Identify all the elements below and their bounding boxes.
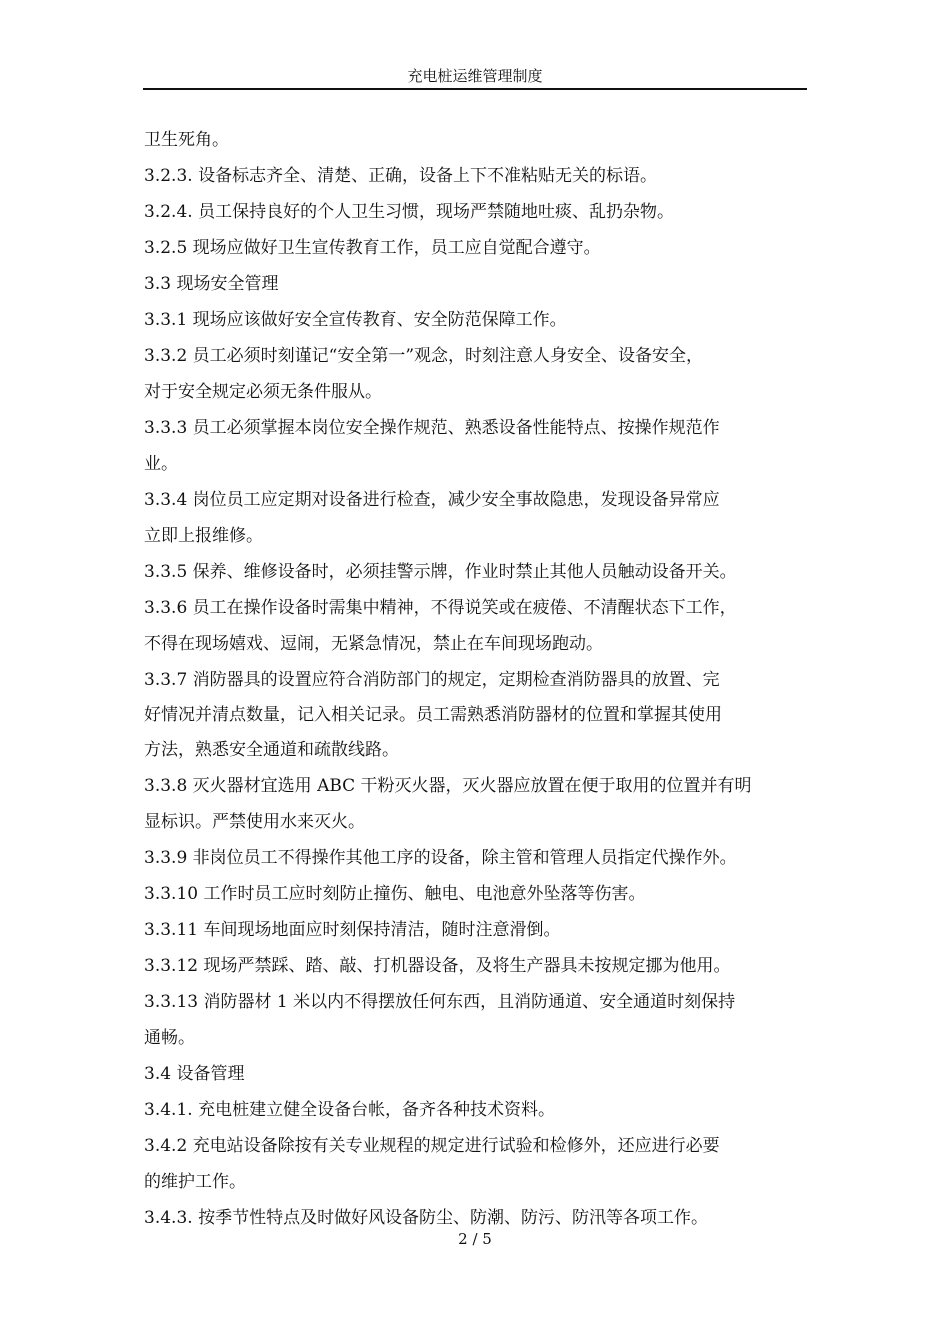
text-line: 卫生死角。 <box>144 130 229 150</box>
text-line: 通畅。 <box>144 1028 195 1048</box>
text-line: 3.3.10 工作时员工应时刻防止撞伤、触电、电池意外坠落等伤害。 <box>144 884 646 904</box>
text-line: 的维护工作。 <box>144 1172 246 1192</box>
section-heading: 3.3 现场安全管理 <box>144 274 279 294</box>
text-line: 好情况并清点数量，记入相关记录。员工需熟悉消防器材的位置和掌握其使用 <box>144 705 722 725</box>
document-body <box>144 122 816 1236</box>
text-line: 3.3.11 车间现场地面应时刻保持清洁，随时注意滑倒。 <box>144 920 561 940</box>
text-line: 显标识。严禁使用水来灭火。 <box>144 812 365 832</box>
header-divider <box>143 88 807 90</box>
text-line: 3.2.3. 设备标志齐全、清楚、正确，设备上下不准粘贴无关的标语。 <box>144 166 658 186</box>
text-line: 3.3.7 消防器具的设置应符合消防部门的规定，定期检查消防器具的放置、完 <box>144 670 720 690</box>
text-line: 立即上报维修。 <box>144 526 263 546</box>
text-line: 3.4.3. 按季节性特点及时做好风设备防尘、防潮、防污、防汛等各项工作。 <box>144 1208 709 1228</box>
text-line: 3.2.5 现场应做好卫生宣传教育工作，员工应自觉配合遵守。 <box>144 238 601 258</box>
section-heading: 3.4 设备管理 <box>144 1064 245 1084</box>
text-line: 3.3.2 员工必须时刻谨记“安全第一”观念，时刻注意人身安全、设备安全， <box>144 346 704 366</box>
text-line: 3.3.5 保养、维修设备时，必须挂警示牌，作业时禁止其他人员触动设备开关。 <box>144 562 737 582</box>
text-line: 3.3.9 非岗位员工不得操作其他工序的设备，除主管和管理人员指定代操作外。 <box>144 848 737 868</box>
text-line: 3.3.12 现场严禁踩、踏、敲、打机器设备，及将生产器具未按规定挪为他用。 <box>144 956 731 976</box>
page-number: 2 / 5 <box>458 1230 492 1248</box>
text-line: 3.2.4. 员工保持良好的个人卫生习惯，现场严禁随地吐痰、乱扔杂物。 <box>144 202 675 222</box>
text-line: 业。 <box>144 454 178 474</box>
text-line: 3.3.6 员工在操作设备时需集中精神，不得说笑或在疲倦、不清醒状态下工作， <box>144 598 737 618</box>
text-line: 3.3.4 岗位员工应定期对设备进行检查，减少安全事故隐患，发现设备异常应 <box>144 490 720 510</box>
text-line: 对于安全规定必须无条件服从。 <box>144 382 382 402</box>
text-line: 3.4.2 充电站设备除按有关专业规程的规定进行试验和检修外，还应进行必要 <box>144 1136 720 1156</box>
page-header-title: 充电桩运维管理制度 <box>407 67 543 85</box>
text-line: 3.4.1. 充电桩建立健全设备台帐，备齐各种技术资料。 <box>144 1100 556 1120</box>
text-line: 3.3.3 员工必须掌握本岗位安全操作规范、熟悉设备性能特点、按操作规范作 <box>144 418 720 438</box>
text-line: 方法，熟悉安全通道和疏散线路。 <box>144 740 399 760</box>
text-line: 3.3.1 现场应该做好安全宣传教育、安全防范保障工作。 <box>144 310 567 330</box>
text-line: 3.3.8 灭火器材宜选用 ABC 干粉灭火器，灭火器应放置在便于取用的位置并有明 <box>144 776 752 796</box>
text-line: 不得在现场嬉戏、逗闹，无紧急情况，禁止在车间现场跑动。 <box>144 634 603 654</box>
text-line: 3.3.13 消防器材 1 米以内不得摆放任何东西，且消防通道、安全通道时刻保持 <box>144 992 736 1012</box>
